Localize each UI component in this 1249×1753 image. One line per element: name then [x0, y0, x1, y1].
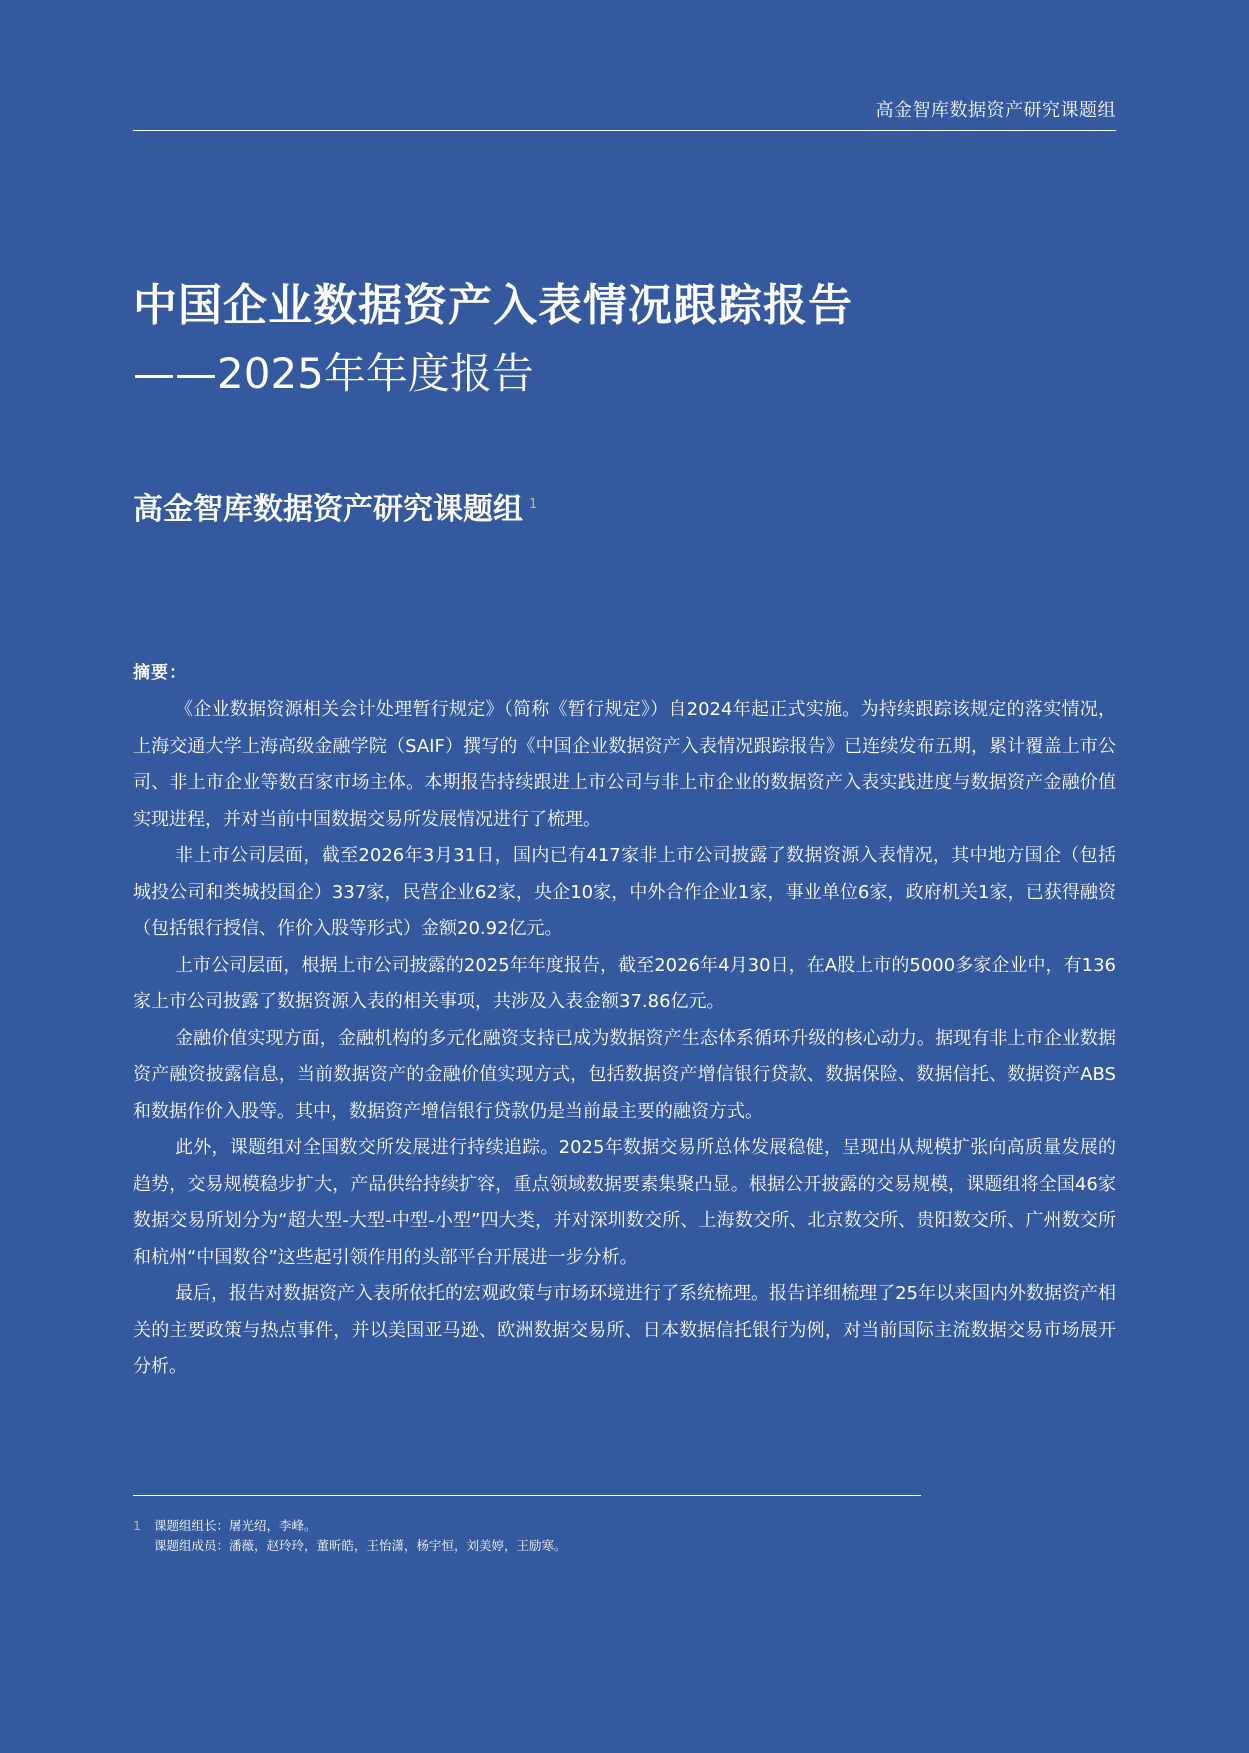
- footnote-divider: [133, 1495, 921, 1496]
- author-line: [133, 482, 537, 533]
- header-divider: [133, 130, 1116, 131]
- abstract-paragraph: 此外，课题组对全国数交所发展进行持续追踪。2025年数据交易所总体发展稳健，呈现出从规模扩张向高质量发展的趋势，交易规模稳步扩大，产品供给持续扩容，重点领域数据要素集聚凸显。根据公开披露的交易规模，课题组将全国46家数据交易所划分为“超大型-大型-中型-小型”四大类，并对深圳数交所、上海数交所、北京数交所、贵阳数交所、广州数交所和杭州“中国数谷”这些起引领作用的头部平台开展进一步分析。: [133, 1137, 1116, 1268]
- abstract-paragraph: 非上市公司层面，截至2026年3月31日，国内已有417家非上市公司披露了数据资源入表情况，其中地方国企（包括城投公司和类城投国企）337家，民营企业62家，央企10家，中外合作企业1家，事业单位6家，政府机关1家，已获得融资（包括银行授信、作价入股等形式）金额20.92亿元。: [133, 845, 1116, 939]
- header-org-name: 高金智库数据资产研究课题组: [875, 100, 1116, 121]
- footnote-members: 课题组成员：潘薇，赵玲玲，董昕皓，王怡潇，杨宇恒，刘美婷，王励寒。: [154, 1538, 567, 1553]
- abstract-paragraph: 金融价值实现方面，金融机构的多元化融资支持已成为数据资产生态体系循环升级的核心动力。据现有非上市企业数据资产融资披露信息，当前数据资产的金融价值实现方式，包括数据资产增信银行贷款、数据保险、数据信托、数据资产ABS和数据作价入股等。其中，数据资产增信银行贷款仍是当前最主要的融资方式。: [133, 1027, 1116, 1122]
- abstract-label: 摘要：: [133, 663, 187, 683]
- abstract-paragraph: 《企业数据资源相关会计处理暂行规定》（简称《暂行规定》）自2024年起正式实施。为持续跟踪该规定的落实情况，上海交通大学上海高级金融学院（SAIF）撰写的《中国企业数据资产入表情况跟踪报告》已连续发布五期，累计覆盖上市公司、非上市企业等数百家市场主体。本期报告持续跟进上市公司与非上市企业的数据资产入表实践进度与数据资产金融价值实现进程，并对当前中国数据交易所发展情况进行了梳理。: [133, 699, 1116, 830]
- footnote: [133, 1516, 567, 1556]
- report-title: 中国企业数据资产入表情况跟踪报告: [133, 280, 853, 331]
- abstract-paragraph: 上市公司层面，根据上市公司披露的2025年年度报告，截至2026年4月30日，在A股上市的5000多家企业中，有136家上市公司披露了数据资源入表的相关事项，共涉及入表金额37.86亿元。: [133, 954, 1116, 1012]
- author-name: 高金智库数据资产研究课题组: [133, 492, 523, 527]
- footnote-row: [133, 1516, 567, 1536]
- report-subtitle: ——2025年年度报告: [133, 349, 534, 398]
- footnote-leaders: 课题组组长：屠光绍，李峰。: [154, 1518, 317, 1533]
- footnote-indent: [133, 1536, 154, 1556]
- footnote-number: 1: [133, 1518, 141, 1533]
- footnote-reference[interactable]: 1: [529, 497, 538, 512]
- abstract-paragraph: 最后，报告对数据资产入表所依托的宏观政策与市场环境进行了系统梳理。报告详细梳理了25年以来国内外数据资产相关的主要政策与热点事件，并以美国亚马逊、欧洲数据交易所、日本数据信托银行为例，对当前国际主流数据交易市场展开分析。: [133, 1283, 1116, 1377]
- footnote-row: [133, 1536, 567, 1556]
- abstract-section: [133, 658, 1116, 1386]
